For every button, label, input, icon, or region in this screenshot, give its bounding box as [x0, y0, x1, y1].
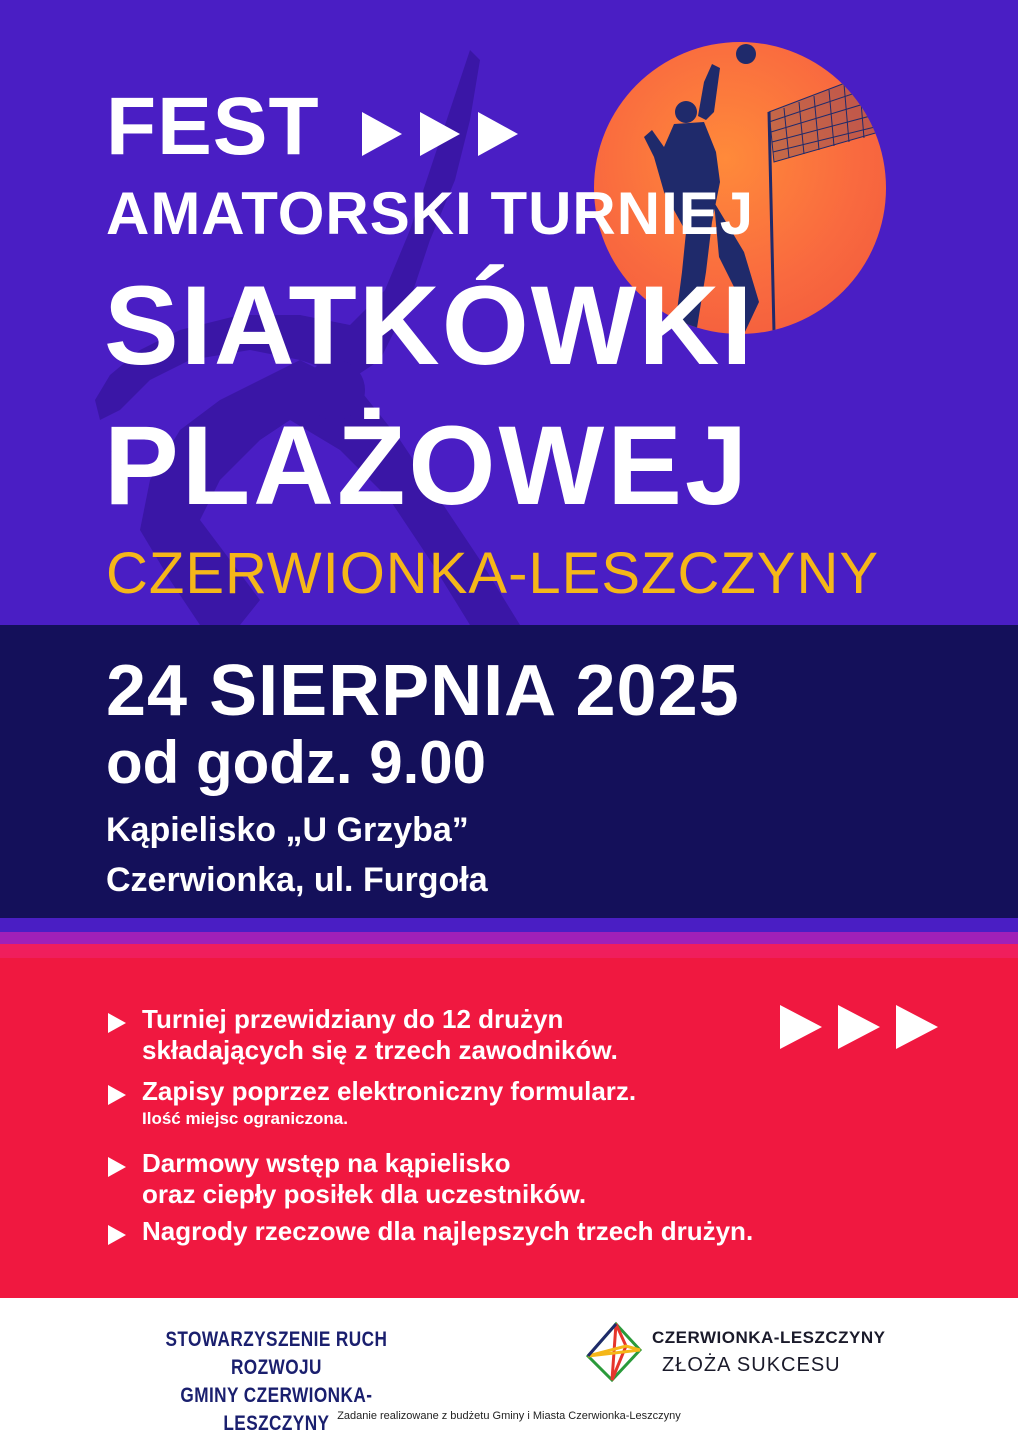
- info-item-line: składających się z trzech zawodników.: [142, 1035, 618, 1065]
- bullet-arrow-icon: [106, 1084, 128, 1106]
- info-item-line: Nagrody rzeczowe dla najlepszych trzech drużyn.: [142, 1216, 754, 1246]
- headline-plazowej: PLAŻOWEJ: [104, 403, 751, 528]
- footer-section: [0, 1298, 1018, 1440]
- volleyball-net-icon: [769, 72, 879, 162]
- organizer-line: STOWARZYSZENIE RUCH ROZWOJU: [165, 1328, 388, 1379]
- zloza-sukcesu-logo-icon: [582, 1320, 646, 1384]
- info-item-line: Turniej przewidziany do 12 drużyn: [142, 1004, 564, 1034]
- event-place-address: Czerwionka, ul. Furgoła: [106, 861, 488, 899]
- play-arrows-icon: [362, 108, 527, 160]
- event-date: 24 SIERPNIA 2025: [106, 651, 740, 731]
- info-item-note: Ilość miejsc ograniczona.: [142, 1109, 348, 1128]
- divider-stripe-purple: [0, 918, 1018, 932]
- partner-slogan: ZŁOŻA SUKCESU: [662, 1354, 841, 1376]
- organizer-line: GMINY CZERWIONKA-LESZCZYNY: [180, 1384, 373, 1435]
- play-arrows-icon: [780, 1002, 945, 1052]
- info-item-line: oraz ciepły posiłek dla uczestników.: [142, 1179, 587, 1209]
- headline-fest: FEST: [106, 81, 320, 172]
- event-place-name: Kąpielisko „U Grzyba”: [106, 811, 469, 849]
- info-item-line: Darmowy wstęp na kąpielisko: [142, 1148, 511, 1178]
- info-item-line: Zapisy poprzez elektroniczny formularz.: [142, 1076, 637, 1106]
- divider-stripe-magenta: [0, 932, 1018, 944]
- event-time: od godz. 9.00: [106, 729, 487, 796]
- event-details-section: [0, 625, 1018, 918]
- header-section: [0, 0, 1018, 625]
- partner-name: CZERWIONKA-LESZCZYNY: [652, 1328, 886, 1347]
- headline-amatorski-turniej: AMATORSKI TURNIEJ: [106, 180, 755, 247]
- headline-siatkowki: SIATKÓWKI: [104, 263, 755, 388]
- divider-stripe-pink: [0, 944, 1018, 958]
- bullet-arrow-icon: [106, 1156, 128, 1178]
- volleyball-icon: [736, 44, 756, 64]
- headline-city: CZERWIONKA-LESZCZYNY: [106, 541, 880, 606]
- funding-note: Zadanie realizowane z budżetu Gminy i Miasta Czerwionka-Leszczyny: [337, 1410, 681, 1422]
- info-section: [0, 958, 1018, 1298]
- bullet-arrow-icon: [106, 1224, 128, 1246]
- bullet-arrow-icon: [106, 1012, 128, 1034]
